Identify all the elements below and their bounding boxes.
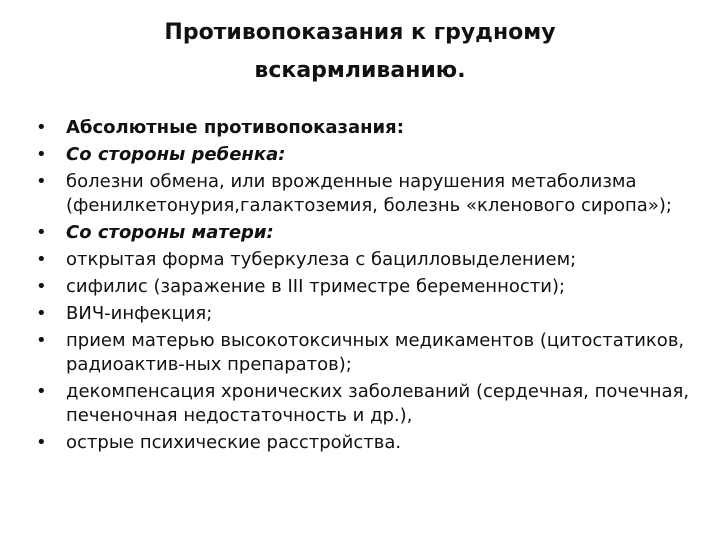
slide-content	[36, 116, 706, 458]
bullet-icon: •	[36, 432, 47, 453]
bullet-item-syphilis	[36, 275, 706, 299]
title-line-2: вскармливанию.	[254, 58, 466, 83]
bullet-icon: •	[36, 249, 47, 270]
bullet-item-chronic-diseases	[36, 380, 706, 428]
bullet-item-tuberculosis	[36, 248, 706, 272]
bullet-text: открытая форма туберкулеза с бацилловыделением;	[66, 249, 577, 270]
bullet-text: декомпенсация хронических заболеваний (сердечная, почечная, печеночная недостаточность и др.),	[66, 381, 690, 426]
bullet-item-metabolic	[36, 170, 706, 218]
bullet-icon: •	[36, 303, 47, 324]
bullet-icon: •	[36, 222, 47, 243]
bullet-icon: •	[36, 171, 47, 192]
bullet-text: Со стороны ребенка:	[66, 144, 286, 165]
bullet-item-mother-side	[36, 221, 706, 245]
bullet-list	[36, 116, 706, 455]
bullet-text: острые психические расстройства.	[66, 432, 402, 453]
bullet-text: ВИЧ-инфекция;	[66, 303, 213, 324]
bullet-text: Абсолютные противопоказания:	[66, 117, 404, 138]
bullet-text: Со стороны матери:	[66, 222, 274, 243]
slide-title	[110, 14, 610, 90]
bullet-item-absolute	[36, 116, 706, 140]
bullet-icon: •	[36, 330, 47, 351]
bullet-text: прием матерью высокотоксичных медикаментов (цитостатиков, радиоактив-ных препаратов);	[66, 330, 685, 375]
bullet-text: болезни обмена, или врожденные нарушения метаболизма (фенилкетонурия,галактоземия, болезнь «кленового сиропа»);	[66, 171, 672, 216]
bullet-icon: •	[36, 144, 47, 165]
bullet-icon: •	[36, 381, 47, 402]
title-line-1: Противопоказания к грудному	[164, 20, 556, 45]
bullet-text: сифилис (заражение в III триместре беременности);	[66, 276, 566, 297]
bullet-icon: •	[36, 276, 47, 297]
bullet-icon: •	[36, 117, 47, 138]
bullet-item-medications	[36, 329, 706, 377]
bullet-item-hiv	[36, 302, 706, 326]
bullet-item-child-side	[36, 143, 706, 167]
bullet-item-psychiatric	[36, 431, 706, 455]
